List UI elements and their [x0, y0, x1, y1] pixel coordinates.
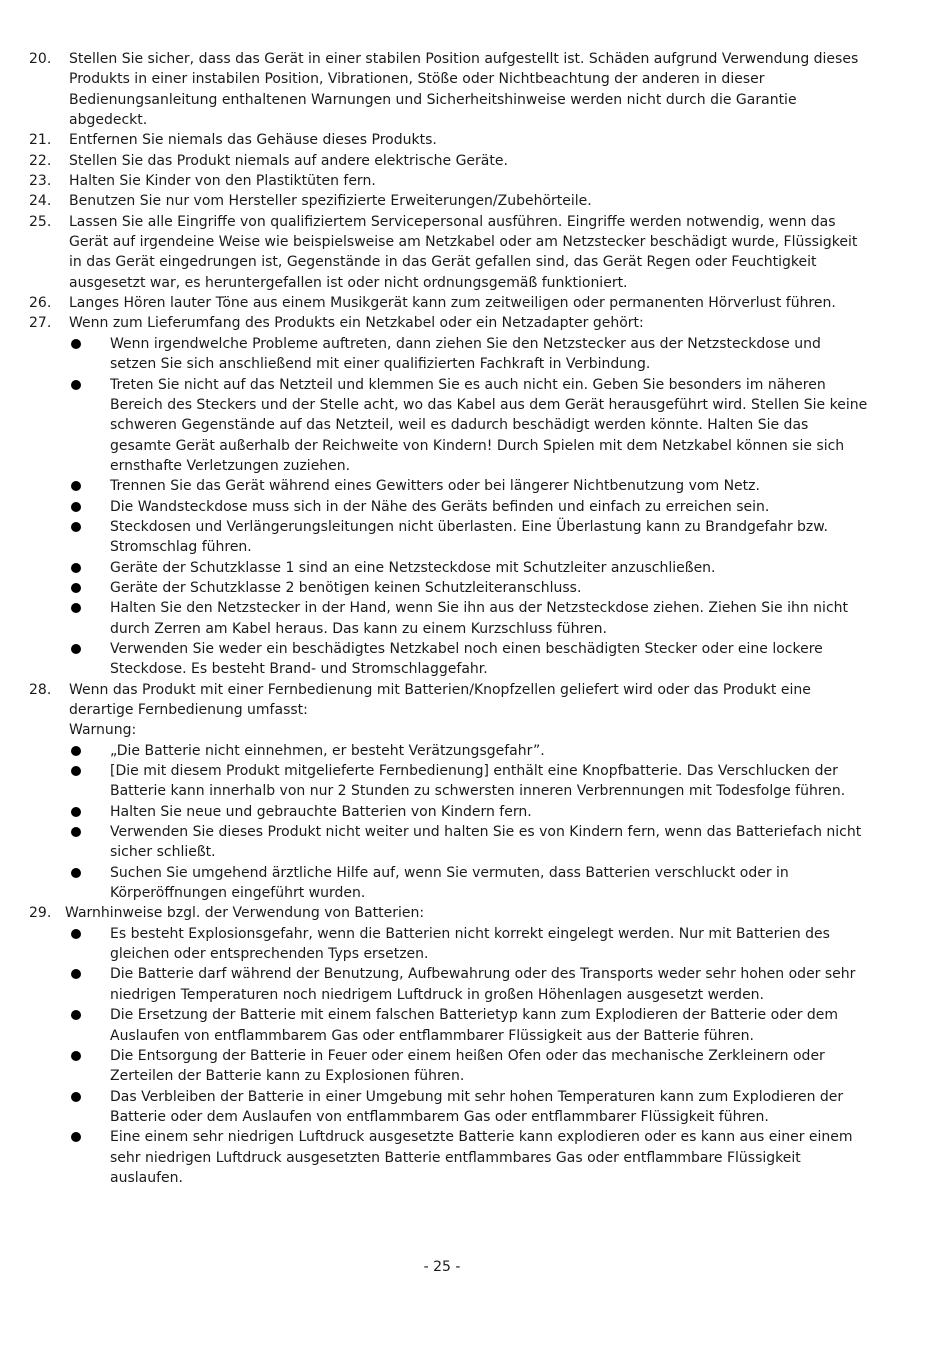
item-text: Lassen Sie alle Eingriffe von qualifiziertem Servicepersonal ausführen. Eingriffe werden notwendig, wenn das Gerät auf irgendeine Weise wie beispielsweise am Netzkabel oder am Netzstecker beschädigt wurde, Flüssigkeit in das Gerät eingedrungen ist, Gegenstände in das Gerät gefallen sind, das Gerät Regen oder Feuchtigkeit ausgesetzt war, es heruntergefallen ist oder nicht ordnungsgemäß funktioniert.	[69, 213, 858, 291]
list-item	[0, 130, 869, 150]
bullet-item	[69, 924, 869, 965]
bullet-item	[69, 476, 869, 496]
bullet-item	[69, 1087, 869, 1128]
bullet-dot-icon	[71, 644, 81, 654]
bullet-item	[69, 639, 869, 680]
bullet-dot-icon	[71, 563, 81, 573]
bullet-text: Halten Sie neue und gebrauchte Batterien von Kindern fern.	[110, 803, 532, 820]
bullet-text: Wenn irgendwelche Probleme auftreten, dann ziehen Sie den Netzstecker aus der Netzsteckdose und setzen Sie sich anschließend mit einer qualifizierten Fachkraft in Verbindung.	[110, 335, 821, 373]
bullet-text: Die Ersetzung der Batterie mit einem falschen Batterietyp kann zum Explodieren der Batterie oder dem Auslaufen von entflammbarem Gas oder entflammbarer Flüssigkeit aus der Batterie führen.	[110, 1007, 839, 1044]
bullet-text: [Die mit diesem Produkt mitgelieferte Fernbedienung] enthält eine Knopfbatterie. Das Verschlucken der Batterie kann innerhalb von nur 2 Stunden zu schwersten inneren Verbrennungen mit Todesfolge führen.	[110, 763, 846, 800]
bullet-text: Suchen Sie umgehend ärztliche Hilfe auf, wenn Sie vermuten, dass Batterien verschluckt oder in Körperöffnungen eingeführt wurden.	[110, 864, 789, 902]
list-item	[0, 191, 869, 211]
bullet-list	[69, 334, 869, 680]
bullet-dot-icon	[71, 481, 81, 491]
bullet-dot-icon	[71, 339, 81, 349]
bullet-text: Geräte der Schutzklasse 1 sind an eine Netzsteckdose mit Schutzleiter anzuschließen.	[110, 559, 716, 576]
bullet-list	[69, 924, 869, 1188]
bullet-dot-icon	[71, 827, 81, 837]
bullet-dot-icon	[71, 502, 81, 512]
bullet-dot-icon	[71, 1010, 81, 1020]
bullet-text: „Die Batterie nicht einnehmen, er besteht Verätzungsgefahr”.	[110, 742, 545, 759]
bullet-dot-icon	[71, 380, 81, 390]
item-text: Wenn zum Lieferumfang des Produkts ein Netzkabel oder ein Netzadapter gehört:	[69, 315, 644, 332]
bullet-dot-icon	[71, 1092, 81, 1102]
item-number: 21.	[29, 132, 52, 149]
warning-label: Warnung:	[69, 722, 137, 739]
item-number: 22.	[29, 152, 52, 169]
bullet-text: Geräte der Schutzklasse 2 benötigen keinen Schutzleiteranschluss.	[110, 579, 582, 596]
bullet-item	[69, 1005, 869, 1046]
item-number: 25.	[29, 213, 52, 230]
list-item	[0, 313, 869, 679]
bullet-item	[69, 822, 869, 863]
bullet-text: Treten Sie nicht auf das Netzteil und klemmen Sie es auch nicht ein. Geben Sie besonders im näheren Bereich des Steckers und der Stelle acht, wo das Kabel aus dem Gerät herausgeführt wird. Stellen Sie keine schweren Gegenstände auf das Netzteil, weil es dadurch beschädigt werden könnte. Halten Sie das gesamte Gerät außerhalb der Reichweite von Kindern! Durch Spielen mit dem Netzkabel können sie sich ernsthafte Verletzungen zuziehen.	[110, 376, 868, 474]
bullet-text: Eine einem sehr niedrigen Luftdruck ausgesetzte Batterie kann explodieren oder es kann aus einer einem sehr niedrigen Luftdruck ausgesetzten Batterie entflammbares Gas oder entflammbare Flüssigkeit auslaufen.	[110, 1129, 853, 1186]
bullet-text: Die Wandsteckdose muss sich in der Nähe des Geräts befinden und einfach zu erreichen sein.	[110, 498, 770, 515]
bullet-text: Steckdosen und Verlängerungsleitungen nicht überlasten. Eine Überlastung kann zu Brandgefahr bzw. Stromschlag führen.	[110, 518, 828, 556]
bullet-dot-icon	[71, 766, 81, 776]
bullet-text: Trennen Sie das Gerät während eines Gewitters oder bei längerer Nichtbenutzung vom Netz.	[110, 478, 760, 495]
page-number: - 25 -	[423, 1259, 461, 1275]
item-text: Wenn das Produkt mit einer Fernbedienung mit Batterien/Knopfzellen geliefert wird oder das Produkt eine derartige Fernbedienung umfasst:	[69, 681, 811, 718]
bullet-dot-icon	[71, 603, 81, 613]
item-number: 28.	[29, 681, 52, 698]
bullet-item	[69, 761, 869, 802]
list-item	[0, 49, 869, 130]
bullet-dot-icon	[71, 522, 81, 532]
item-text: Benutzen Sie nur vom Hersteller spezifizierte Erweiterungen/Zubehörteile.	[69, 193, 592, 210]
bullet-item	[69, 863, 869, 904]
list-item	[0, 680, 869, 904]
bullet-dot-icon	[71, 929, 81, 939]
item-text: Stellen Sie das Produkt niemals auf andere elektrische Geräte.	[69, 152, 508, 169]
list-item	[0, 151, 869, 171]
item-number: 29.	[29, 905, 52, 922]
list-item	[0, 293, 869, 313]
item-text: Langes Hören lauter Töne aus einem Musikgerät kann zum zeitweiligen oder permanenten Hörverlust führen.	[69, 295, 836, 312]
item-text: Stellen Sie sicher, dass das Gerät in einer stabilen Position aufgestellt ist. Schäden aufgrund Verwendung dieses Produkts in einer instabilen Position, Vibrationen, Stöße oder Nichtbeachtung der anderen in dieser Bedienungsanleitung enthaltenen Warnungen und Sicherheitshinweise werden nicht durch die Garantie abgedeckt.	[69, 51, 859, 129]
list-item	[0, 212, 869, 293]
item-number: 27.	[29, 315, 52, 332]
bullet-item	[69, 334, 869, 375]
bullet-text: Das Verbleiben der Batterie in einer Umgebung mit sehr hohen Temperaturen kann zum Explodieren der Batterie oder dem Auslaufen von entflammbarem Gas oder entflammbarer Flüssigkeit führen.	[110, 1088, 844, 1125]
bullet-item	[69, 964, 869, 1005]
bullet-dot-icon	[71, 746, 81, 756]
item-text: Entfernen Sie niemals das Gehäuse dieses Produkts.	[69, 132, 437, 149]
bullet-item	[69, 517, 869, 558]
safety-instructions-list	[0, 49, 950, 1188]
bullet-dot-icon	[71, 1132, 81, 1142]
bullet-item	[69, 1127, 869, 1188]
bullet-text: Die Batterie darf während der Benutzung, Aufbewahrung oder des Transports weder sehr hohen oder sehr niedrigen Temperaturen noch niedrigem Luftdruck in großen Höhenlagen ausgesetzt werden.	[110, 966, 856, 1003]
bullet-text: Es besteht Explosionsgefahr, wenn die Batterien nicht korrekt eingelegt werden. Nur mit Batterien des gleichen oder entsprechenden Typs ersetzen.	[110, 925, 830, 963]
bullet-item	[69, 802, 869, 822]
bullet-text: Verwenden Sie dieses Produkt nicht weiter und halten Sie es von Kindern fern, wenn das Batteriefach nicht sicher schließt.	[110, 824, 862, 861]
item-number: 26.	[29, 295, 52, 312]
item-text: Warnhinweise bzgl. der Verwendung von Batterien:	[65, 905, 425, 922]
item-text: Halten Sie Kinder von den Plastiktüten fern.	[69, 173, 376, 190]
bullet-text: Verwenden Sie weder ein beschädigtes Netzkabel noch einen beschädigten Stecker oder eine lockere Steckdose. Es besteht Brand- und Stromschlaggefahr.	[110, 640, 823, 678]
bullet-dot-icon	[71, 1051, 81, 1061]
list-item	[0, 171, 869, 191]
bullet-dot-icon	[71, 807, 81, 817]
bullet-text: Die Entsorgung der Batterie in Feuer oder einem heißen Ofen oder das mechanische Zerkleinern oder Zerteilen der Batterie kann zu Explosionen führen.	[110, 1047, 825, 1085]
bullet-text: Halten Sie den Netzstecker in der Hand, wenn Sie ihn aus der Netzsteckdose ziehen. Ziehen Sie ihn nicht durch Zerren am Kabel heraus. Das kann zu einem Kurzschluss führen.	[110, 600, 849, 637]
item-number: 24.	[29, 193, 52, 210]
bullet-list	[69, 741, 869, 904]
bullet-item	[69, 375, 869, 477]
bullet-dot-icon	[71, 868, 81, 878]
bullet-item	[69, 598, 869, 639]
bullet-dot-icon	[71, 969, 81, 979]
bullet-item	[69, 558, 869, 578]
bullet-item	[69, 497, 869, 517]
bullet-item	[69, 741, 869, 761]
bullet-dot-icon	[71, 583, 81, 593]
item-number: 23.	[29, 173, 52, 190]
list-item	[0, 903, 869, 1188]
item-number: 20.	[29, 51, 52, 67]
bullet-item	[69, 1046, 869, 1087]
bullet-item	[69, 578, 869, 598]
